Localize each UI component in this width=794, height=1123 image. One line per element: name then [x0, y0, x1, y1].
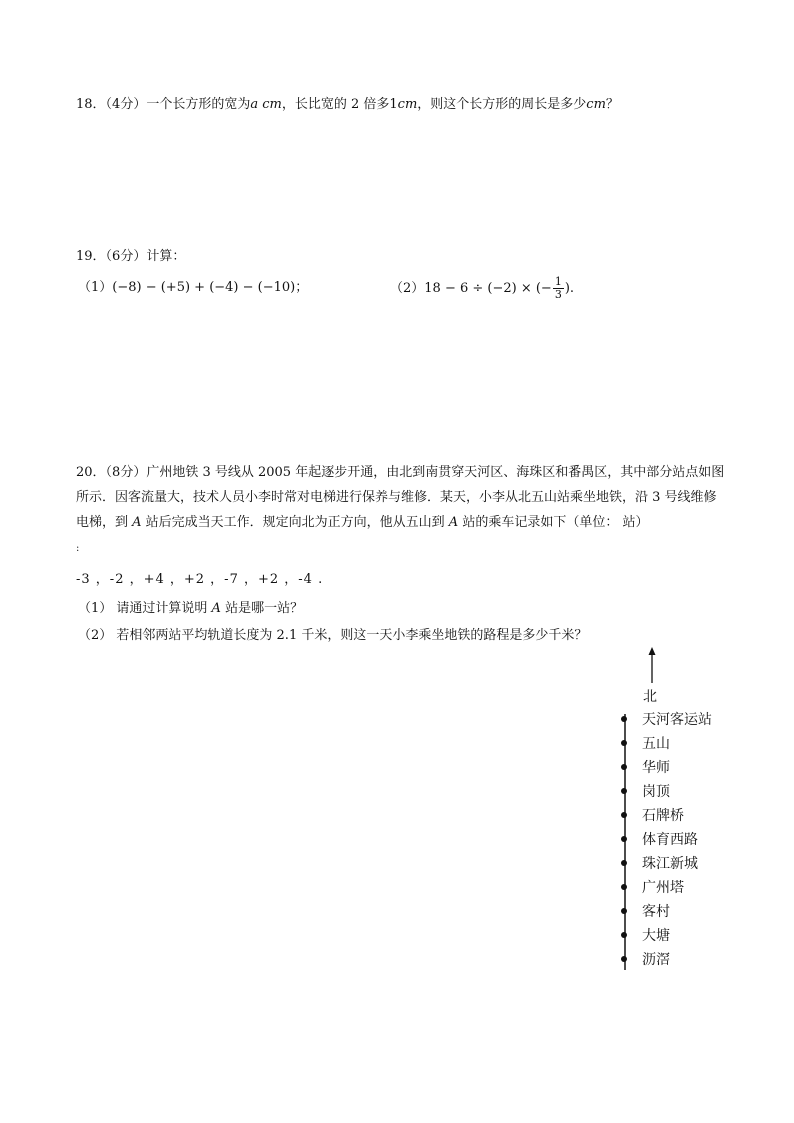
question-19-part-1: （1）(−8) − (+5) + (−4) − (−10)；	[78, 280, 309, 295]
q19-part-2-suffix: ).	[564, 281, 575, 296]
q20-sub-1-var: A	[211, 601, 221, 616]
q18-end: ？	[605, 97, 619, 112]
question-20-stem	[76, 460, 726, 535]
q18-var-a: a	[250, 97, 259, 112]
q20-text-1: 20．（8分）广州地铁 3 号线从 2005 年起逐步开通，由北到南贯穿天河区、海珠区和番禺区，其中部分站点如图所示．因客流量大，技术人员小李时常对电梯进行保养与维修．某天，小李从北五山站乘坐地铁，沿 3 号线维修电梯，到	[76, 465, 725, 530]
station-dot	[621, 908, 627, 914]
q20-sub-1-suffix: 站是哪一站？	[220, 601, 304, 616]
question-19-header: 19．（6分）计算：	[76, 249, 186, 264]
q20-var-a-2: A	[448, 515, 459, 530]
station-label: 天河客运站	[642, 712, 712, 728]
station-dot	[621, 932, 627, 938]
station-label: 大塘	[642, 928, 670, 944]
station-label: 客村	[642, 904, 670, 920]
q18-middle: ，长比宽的 2 倍多	[281, 97, 390, 112]
station-label: 体育西路	[642, 832, 698, 848]
station-label: 五山	[642, 736, 670, 752]
fraction-numerator: 1	[554, 275, 562, 288]
q20-text-3: 站的乘车记录如下（单位： 站）	[458, 515, 649, 530]
q18-unit-3: cm	[586, 97, 606, 112]
stray-colon: :	[76, 543, 80, 554]
station-dot	[621, 956, 627, 962]
station-label: 石牌桥	[642, 808, 684, 824]
station-label: 华师	[642, 760, 670, 776]
q20-sub-1-prefix: （1） 请通过计算说明	[78, 601, 212, 616]
station-dot	[621, 788, 627, 794]
station-dot	[621, 836, 627, 842]
station-label: 珠江新城	[642, 856, 698, 872]
q18-one: 1	[389, 97, 398, 112]
station-dot	[621, 812, 627, 818]
q18-unit-2: cm	[397, 97, 418, 112]
q18-prefix: 18．（4分）一个长方形的宽为	[76, 97, 251, 112]
station-dot	[621, 860, 627, 866]
question-19-part-2	[390, 276, 574, 301]
q18-unit-1: cm	[262, 97, 282, 112]
q20-var-a-1: A	[132, 515, 142, 530]
station-dot	[621, 764, 627, 770]
fraction-denominator: 3	[554, 288, 562, 301]
q19-part-2-prefix: （2）18 − 6 ÷ (−2) × (−	[390, 281, 552, 296]
fraction-one-third	[553, 276, 564, 301]
station-label: 岗顶	[642, 784, 670, 800]
station-dot	[621, 740, 627, 746]
north-label: 北	[643, 689, 657, 705]
station-label: 沥滘	[642, 952, 670, 968]
ride-record: -3 ，-2 ，+4 ，+2 ，-7 ，+2 ，-4 .	[76, 572, 324, 587]
station-dot	[621, 884, 627, 890]
question-20-sub-2: （2） 若相邻两站平均轨道长度为 2.1 千米，则这一天小李乘坐地铁的路程是多少千米？	[78, 628, 588, 643]
question-20-sub-1	[78, 597, 303, 616]
question-18	[76, 93, 619, 112]
q18-suffix: ，则这个长方形的周长是多少	[417, 97, 587, 112]
q20-text-2: 站后完成当天工作．规定向北为正方向，他从五山到	[141, 515, 449, 530]
north-arrow-icon	[645, 647, 659, 683]
station-label: 广州塔	[642, 880, 684, 896]
station-dot	[621, 716, 627, 722]
